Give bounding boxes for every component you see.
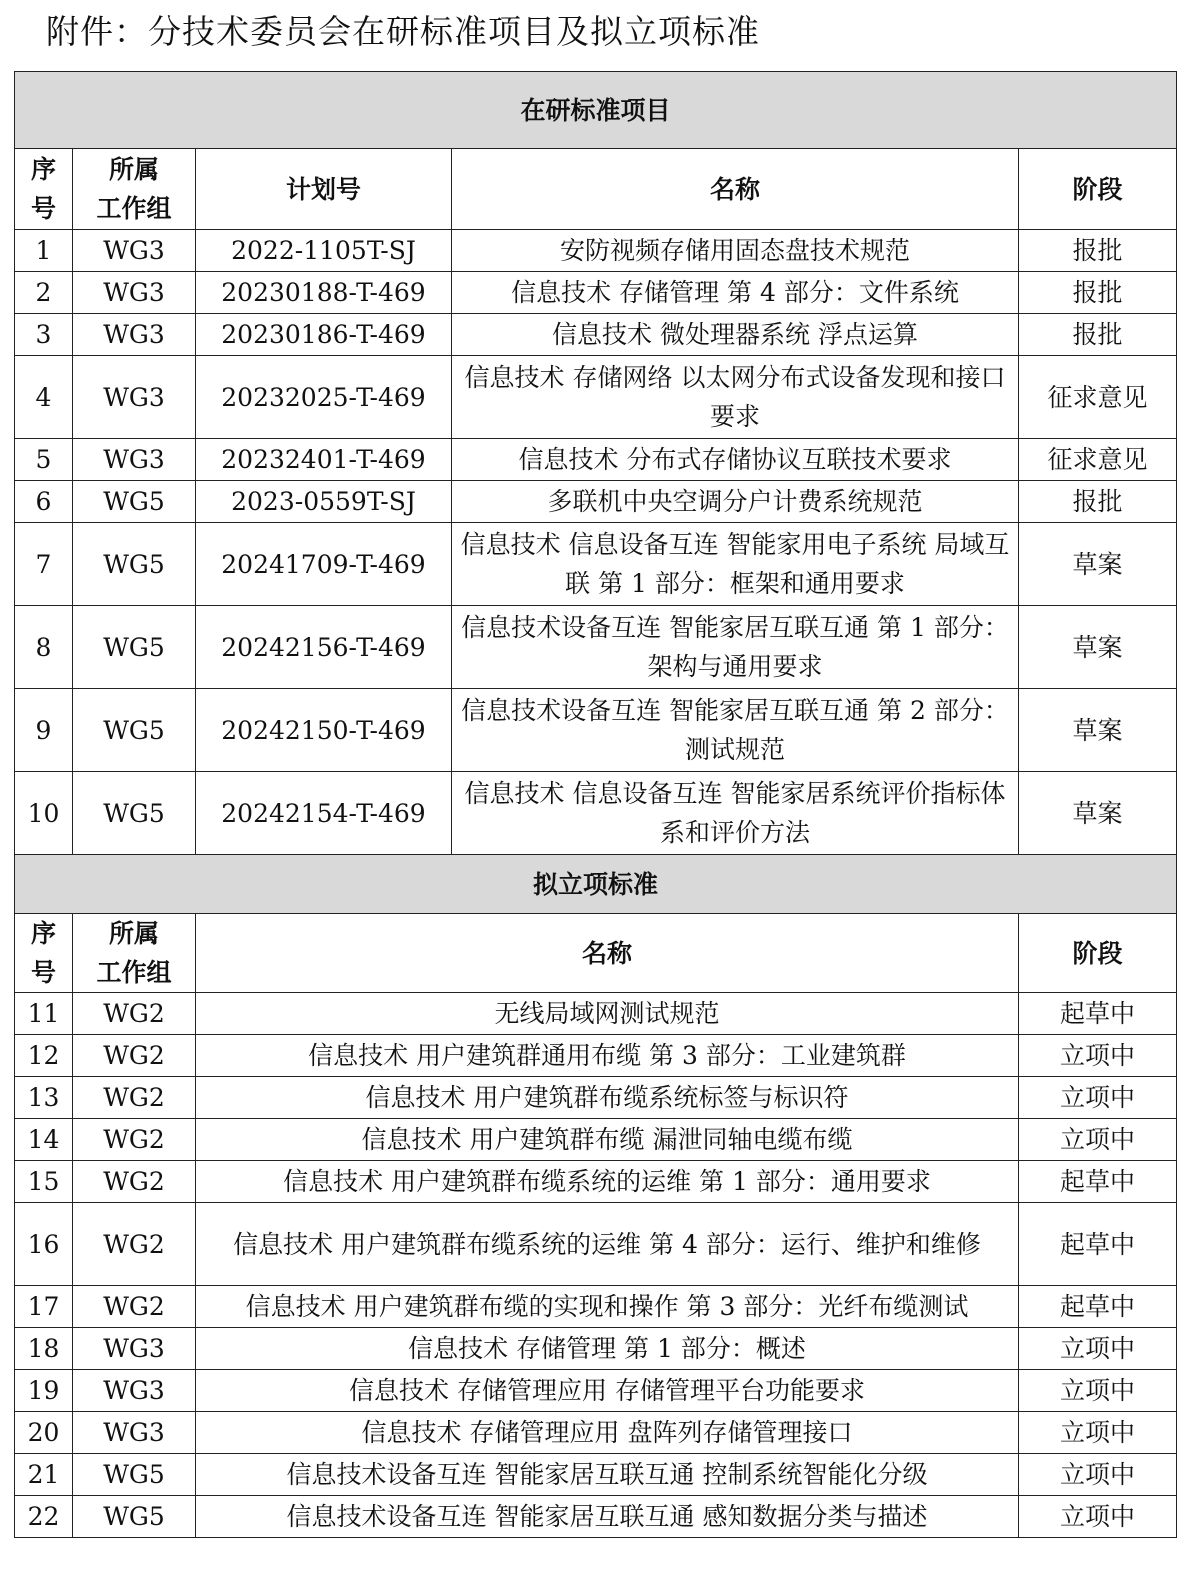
row-name: 信息技术 用户建筑群布缆系统标签与标识符	[196, 1077, 1019, 1119]
row-stage: 草案	[1019, 606, 1177, 689]
row-plan-number: 20242154-T-469	[196, 772, 452, 855]
column-header-seq: 序 号	[15, 914, 73, 993]
column-header-row	[15, 149, 1177, 230]
row-seq: 20	[15, 1412, 73, 1454]
row-group: WG5	[73, 481, 196, 523]
row-seq: 13	[15, 1077, 73, 1119]
row-group: WG2	[73, 993, 196, 1035]
row-group: WG2	[73, 1035, 196, 1077]
table-row	[15, 772, 1177, 855]
row-stage: 征求意见	[1019, 439, 1177, 481]
row-stage: 立项中	[1019, 1328, 1177, 1370]
row-seq: 4	[15, 356, 73, 439]
table-row	[15, 1161, 1177, 1203]
row-seq: 3	[15, 314, 73, 356]
row-seq: 21	[15, 1454, 73, 1496]
row-group: WG5	[73, 523, 196, 606]
row-name: 信息技术 用户建筑群布缆系统的运维 第 1 部分：通用要求	[196, 1161, 1019, 1203]
row-stage: 立项中	[1019, 1035, 1177, 1077]
row-name: 信息技术 用户建筑群布缆系统的运维 第 4 部分：运行、维护和维修	[196, 1203, 1019, 1286]
row-group: WG2	[73, 1077, 196, 1119]
row-stage: 征求意见	[1019, 356, 1177, 439]
row-group: WG3	[73, 314, 196, 356]
row-seq: 12	[15, 1035, 73, 1077]
row-group: WG5	[73, 772, 196, 855]
row-name: 信息技术 用户建筑群通用布缆 第 3 部分：工业建筑群	[196, 1035, 1019, 1077]
row-name: 多联机中央空调分户计费系统规范	[452, 481, 1019, 523]
row-name: 安防视频存储用固态盘技术规范	[452, 230, 1019, 272]
row-name: 信息技术 分布式存储协议互联技术要求	[452, 439, 1019, 481]
row-stage: 起草中	[1019, 1286, 1177, 1328]
row-stage: 立项中	[1019, 1119, 1177, 1161]
row-seq: 11	[15, 993, 73, 1035]
row-stage: 立项中	[1019, 1496, 1177, 1538]
row-group: WG5	[73, 689, 196, 772]
column-header-group: 所属 工作组	[73, 914, 196, 993]
standards-table	[14, 71, 1177, 1538]
table-row	[15, 1454, 1177, 1496]
row-name: 信息技术设备互连 智能家居互联互通 第 2 部分：测试规范	[452, 689, 1019, 772]
table-row	[15, 1119, 1177, 1161]
column-header-stage: 阶段	[1019, 149, 1177, 230]
row-seq: 14	[15, 1119, 73, 1161]
section-heading: 在研标准项目	[15, 72, 1177, 149]
row-name: 信息技术设备互连 智能家居互联互通 第 1 部分：架构与通用要求	[452, 606, 1019, 689]
table-row	[15, 993, 1177, 1035]
column-header-name: 名称	[196, 914, 1019, 993]
row-group: WG3	[73, 439, 196, 481]
table-row	[15, 314, 1177, 356]
row-group: WG3	[73, 230, 196, 272]
row-name: 无线局域网测试规范	[196, 993, 1019, 1035]
row-stage: 起草中	[1019, 1203, 1177, 1286]
row-name: 信息技术 微处理器系统 浮点运算	[452, 314, 1019, 356]
row-stage: 起草中	[1019, 993, 1177, 1035]
row-seq: 9	[15, 689, 73, 772]
row-seq: 5	[15, 439, 73, 481]
column-header-stage: 阶段	[1019, 914, 1177, 993]
row-stage: 立项中	[1019, 1370, 1177, 1412]
table-row	[15, 1286, 1177, 1328]
row-seq: 15	[15, 1161, 73, 1203]
table-row	[15, 689, 1177, 772]
section-heading-in-progress	[15, 72, 1177, 149]
row-group: WG2	[73, 1119, 196, 1161]
row-stage: 起草中	[1019, 1161, 1177, 1203]
row-name: 信息技术 用户建筑群布缆的实现和操作 第 3 部分：光纤布缆测试	[196, 1286, 1019, 1328]
column-header-seq: 序 号	[15, 149, 73, 230]
column-header-row	[15, 914, 1177, 993]
row-seq: 8	[15, 606, 73, 689]
row-stage: 立项中	[1019, 1412, 1177, 1454]
row-stage: 草案	[1019, 772, 1177, 855]
table-row	[15, 523, 1177, 606]
section-heading-proposed	[15, 855, 1177, 914]
row-group: WG3	[73, 1370, 196, 1412]
table-row	[15, 1328, 1177, 1370]
row-group: WG5	[73, 1454, 196, 1496]
row-stage: 立项中	[1019, 1077, 1177, 1119]
row-plan-number: 20242150-T-469	[196, 689, 452, 772]
row-name: 信息技术 存储管理应用 存储管理平台功能要求	[196, 1370, 1019, 1412]
row-group: WG3	[73, 356, 196, 439]
table-row	[15, 272, 1177, 314]
row-name: 信息技术 存储管理 第 1 部分：概述	[196, 1328, 1019, 1370]
row-plan-number: 20242156-T-469	[196, 606, 452, 689]
row-group: WG3	[73, 1328, 196, 1370]
table-row	[15, 1203, 1177, 1286]
table-row	[15, 1412, 1177, 1454]
table-row	[15, 439, 1177, 481]
table-row	[15, 1035, 1177, 1077]
table-row	[15, 1077, 1177, 1119]
column-header-group: 所属 工作组	[73, 149, 196, 230]
document-title: 附件：分技术委员会在研标准项目及拟立项标准	[46, 12, 760, 51]
row-name: 信息技术 用户建筑群布缆 漏泄同轴电缆布缆	[196, 1119, 1019, 1161]
row-seq: 1	[15, 230, 73, 272]
row-plan-number: 2023-0559T-SJ	[196, 481, 452, 523]
table-row	[15, 481, 1177, 523]
row-plan-number: 20241709-T-469	[196, 523, 452, 606]
row-stage: 报批	[1019, 481, 1177, 523]
row-seq: 2	[15, 272, 73, 314]
column-header-name: 名称	[452, 149, 1019, 230]
row-stage: 草案	[1019, 689, 1177, 772]
row-group: WG3	[73, 1412, 196, 1454]
row-name: 信息技术设备互连 智能家居互联互通 感知数据分类与描述	[196, 1496, 1019, 1538]
column-header-plan: 计划号	[196, 149, 452, 230]
table-row	[15, 606, 1177, 689]
row-plan-number: 20230188-T-469	[196, 272, 452, 314]
row-group: WG2	[73, 1203, 196, 1286]
row-stage: 报批	[1019, 272, 1177, 314]
row-name: 信息技术 信息设备互连 智能家用电子系统 局域互联 第 1 部分：框架和通用要求	[452, 523, 1019, 606]
row-group: WG2	[73, 1161, 196, 1203]
row-seq: 10	[15, 772, 73, 855]
row-stage: 立项中	[1019, 1454, 1177, 1496]
row-seq: 6	[15, 481, 73, 523]
row-group: WG5	[73, 606, 196, 689]
row-stage: 报批	[1019, 314, 1177, 356]
table-row	[15, 230, 1177, 272]
table-row	[15, 356, 1177, 439]
row-plan-number: 2022-1105T-SJ	[196, 230, 452, 272]
row-name: 信息技术设备互连 智能家居互联互通 控制系统智能化分级	[196, 1454, 1019, 1496]
row-stage: 报批	[1019, 230, 1177, 272]
row-group: WG5	[73, 1496, 196, 1538]
row-name: 信息技术 存储管理应用 盘阵列存储管理接口	[196, 1412, 1019, 1454]
section-heading: 拟立项标准	[15, 855, 1177, 914]
row-seq: 18	[15, 1328, 73, 1370]
table-row	[15, 1496, 1177, 1538]
row-plan-number: 20230186-T-469	[196, 314, 452, 356]
row-seq: 16	[15, 1203, 73, 1286]
row-seq: 7	[15, 523, 73, 606]
row-plan-number: 20232025-T-469	[196, 356, 452, 439]
row-seq: 19	[15, 1370, 73, 1412]
row-seq: 22	[15, 1496, 73, 1538]
row-name: 信息技术 信息设备互连 智能家居系统评价指标体系和评价方法	[452, 772, 1019, 855]
table-row	[15, 1370, 1177, 1412]
row-plan-number: 20232401-T-469	[196, 439, 452, 481]
row-group: WG3	[73, 272, 196, 314]
row-group: WG2	[73, 1286, 196, 1328]
row-seq: 17	[15, 1286, 73, 1328]
row-name: 信息技术 存储网络 以太网分布式设备发现和接口要求	[452, 356, 1019, 439]
row-stage: 草案	[1019, 523, 1177, 606]
row-name: 信息技术 存储管理 第 4 部分：文件系统	[452, 272, 1019, 314]
